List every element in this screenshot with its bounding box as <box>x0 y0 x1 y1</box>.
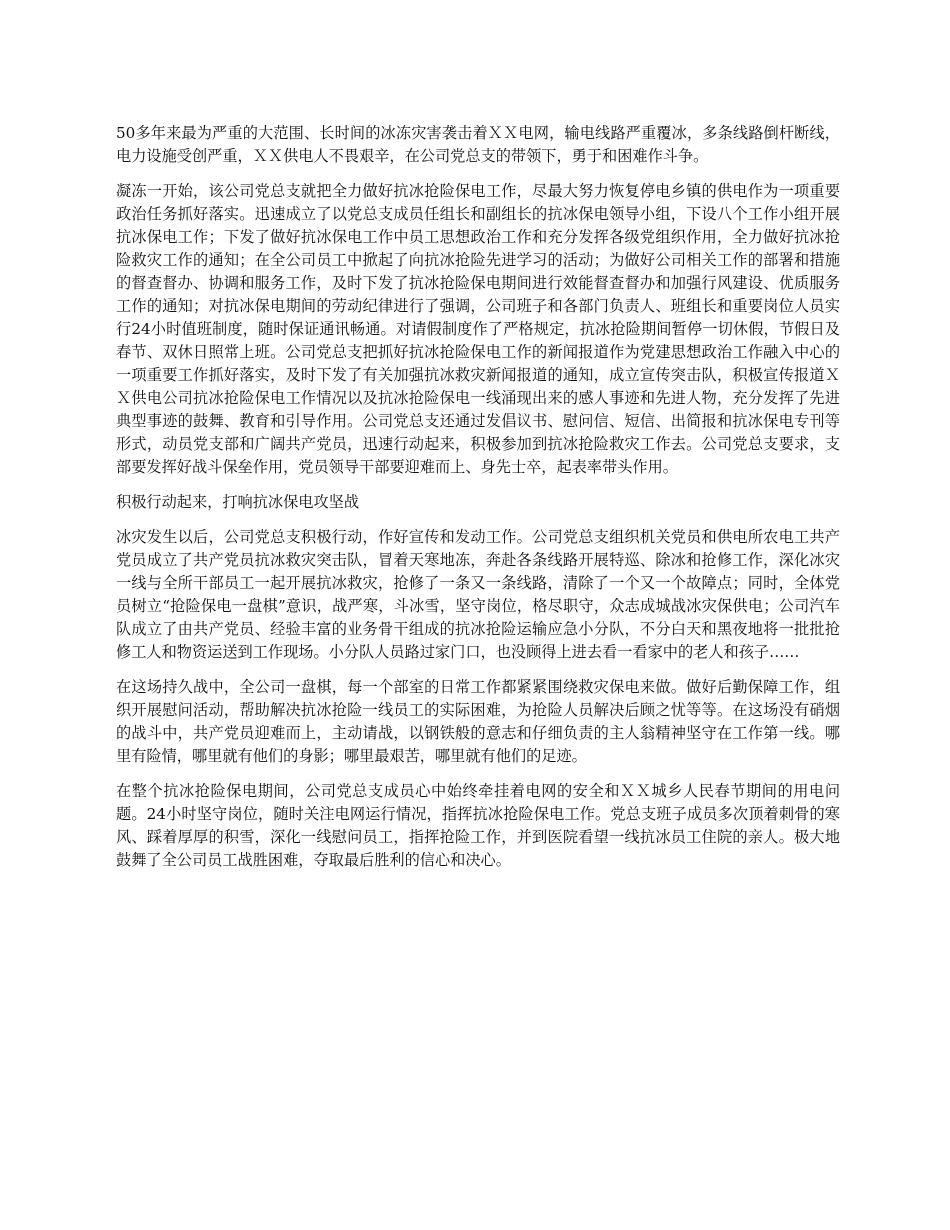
document-body <box>116 122 840 884</box>
paragraph-support: 在这场持久战中，全公司一盘棋，每一个部室的日常工作都紧紧围绕救灾保电来做。做好后勤保障工作，组织开展慰问活动，帮助解决抗冰抢险一线员工的实际困难，为抢险人员解决后顾之忧等等。在这场没有硝烟的战斗中，共产党员迎难而上，主动请战，以钢铁般的意志和仔细负责的主人翁精神坚守在工作第一线。哪里有险情，哪里就有他们的身影；哪里最艰苦，哪里就有他们的足迹。 <box>116 678 840 765</box>
paragraph-action: 冰灾发生以后，公司党总支积极行动，作好宣传和发动工作。公司党总支组织机关党员和供电所农电工共产党员成立了共产党员抗冰救灾突击队，冒着天寒地冻，奔赴各条线路开展特巡、除冰和抢修工作，深化冰灾一线与全所干部员工一起开展抗冰救灾，抢修了一条又一条线路，清除了一个又一个故障点；同时，全体党员树立“抢险保电一盘棋”意识，战严寒，斗冰雪，坚守岗位，格尽职守，众志成城战冰灾保供电；公司汽车队成立了由共产党员、经验丰富的业务骨干组成的抗冰抢险运输应急小分队，不分白天和黑夜地将一批批抢修工人和物资运送到工作现场。小分队人员路过家门口，也没顾得上进去看一看家中的老人和孩子…… <box>116 528 840 661</box>
paragraph-organization: 凝冻一开始，该公司党总支就把全力做好抗冰抢险保电工作，尽最大努力恢复停电乡镇的供电作为一项重要政治任务抓好落实。迅速成立了以党总支成员任组长和副组长的抗冰保电领导小组，下设八个工作小组开展抗冰保电工作；下发了做好抗冰保电工作中员工思想政治工作和充分发挥各级党组织作用，全力做好抗冰抢险救灾工作的通知；在全公司员工中掀起了向抗冰抢险先进学习的活动；为做好公司相关工作的部署和措施的督查督办、协调和服务工作，及时下发了抗冰抢险保电期间进行效能督查督办和加强行风建设、优质服务工作的通知；对抗冰保电期间的劳动纪律进行了强调，公司班子和各部门负责人、班组长和重要岗位人员实行24小时值班制度，随时保证通讯畅通。对请假制度作了严格规定，抗冰抢险期间暂停一切休假，节假日及春节、双休日照常上班。公司党总支把抓好抗冰抢险保电工作的新闻报道作为党建思想政治工作融入中心的一项重要工作抓好落实，及时下发了有关加强抗冰救灾新闻报道的通知，成立宣传突击队，积极宣传报道ＸＸ供电公司抗冰抢险保电工作情况以及抗冰抢险保电一线涌现出来的感人事迹和先进人物，充分发挥了先进典型事迹的鼓舞、教育和引导作用。公司党总支还通过发倡议书、慰问信、短信、出简报和抗冰保电专刊等形式，动员党支部和广阔共产党员，迅速行动起来，积极参加到抗冰抢险救灾工作去。公司党总支要求，支部要发挥好战斗保垒作用，党员领导干部要迎难而上、身先士卒，起表率带头作用。 <box>116 182 840 476</box>
paragraph-intro: 50多年来最为严重的大范围、长时间的冰冻灾害袭击着ＸＸ电网，输电线路严重覆冰，多条线路倒杆断线，电力设施受创严重，ＸＸ供电人不畏艰辛，在公司党总支的带领下，勇于和困难作斗争。 <box>116 124 840 165</box>
section-heading: 积极行动起来，打响抗冰保电攻坚战 <box>116 493 359 511</box>
paragraph-leadership: 在整个抗冰抢险保电期间，公司党总支成员心中始终牵挂着电网的安全和ＸＸ城乡人民春节期间的用电问题。24小时坚守岗位，随时关注电网运行情况，指挥抗冰抢险保电工作。党总支班子成员多次顶着刺骨的寒风、踩着厚厚的积雪，深化一线慰问员工，指挥抢险工作，并到医院看望一线抗冰员工住院的亲人。极大地鼓舞了全公司员工战胜困难，夺取最后胜利的信心和决心。 <box>116 782 840 869</box>
